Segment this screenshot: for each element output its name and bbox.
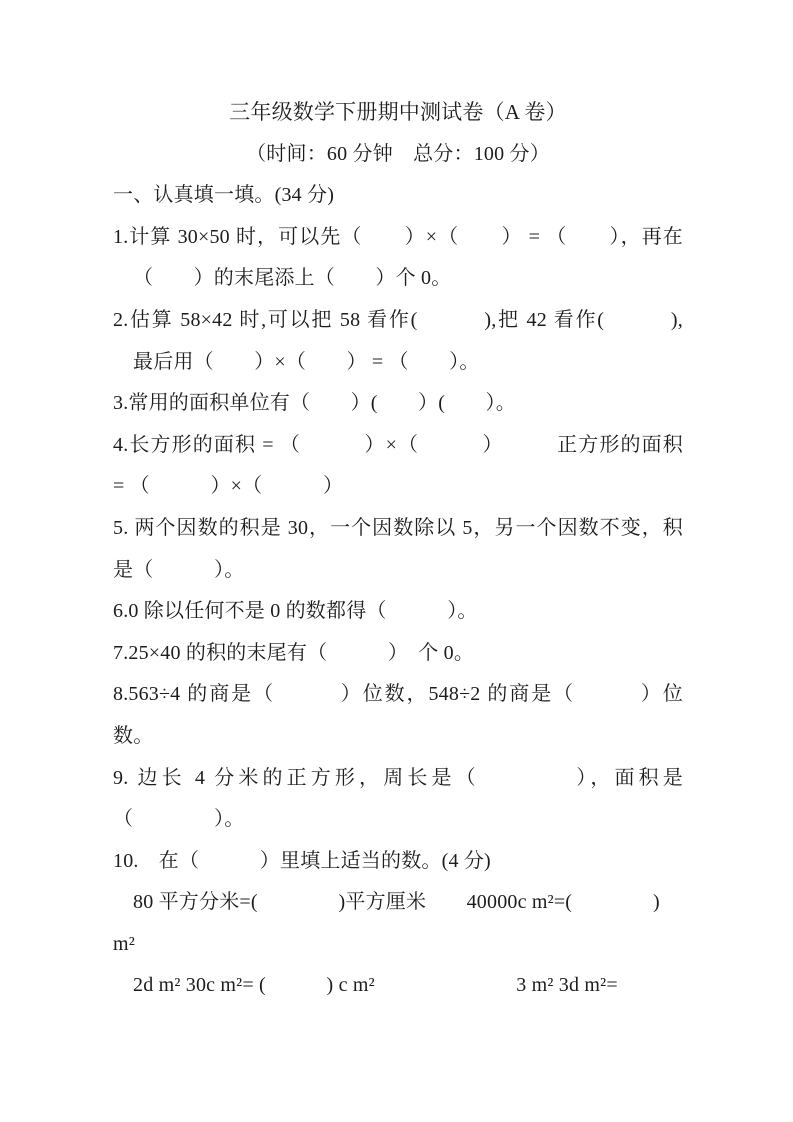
q6-line-1: 6.0 除以任何不是 0 的数都得（ ）。: [113, 600, 478, 623]
doc-title: 三年级数学下册期中测试卷（A 卷）: [229, 100, 567, 124]
document-content: [113, 92, 683, 1007]
q8-line-1: 8.563÷4 的商是（ ）位数，548÷2 的商是（ ）位: [113, 683, 683, 706]
q3-line-1: 3.常用的面积单位有（ ）( ）( ）。: [113, 392, 516, 415]
q9-line-2: （ ）。: [113, 808, 245, 831]
q2-line-1: 2.估算 58×42 时,可以把 58 看作( ),把 42 看作( ),: [113, 308, 683, 331]
q1-line-1: 1.计算 30×50 时，可以先（ ）×（ ） = （ ），再在: [113, 225, 683, 248]
q5-line-2: 是（ ）。: [113, 558, 245, 581]
q7-line-1: 7.25×40 的积的末尾有（ ） 个 0。: [113, 641, 475, 664]
q10-unit-line-2: m²: [113, 932, 135, 955]
doc-subtitle: （时间：60 分钟 总分：100 分）: [246, 142, 550, 165]
q10-unit-line-1: 80 平方分米=( )平方厘米 40000c m²=( ): [133, 891, 660, 914]
q10-line-1: 10. 在（ ）里填上适当的数。(4 分): [113, 849, 491, 872]
section-1-heading: 一、认真填一填。(34 分): [113, 184, 335, 207]
q1-line-2: （ ）的末尾添上（ ）个 0。: [133, 267, 452, 290]
q9-line-1: 9. 边长 4 分米的正方形，周长是（ ），面积是: [113, 766, 683, 789]
q8-line-2: 数。: [113, 724, 154, 747]
q4-line-2: = （ ）×（ ）: [113, 475, 344, 498]
q5-line-1: 5. 两个因数的积是 30，一个因数除以 5，另一个因数不变，积: [113, 516, 683, 539]
q10-unit-line-3: 2d m² 30c m²= ( ) c m² 3 m² 3d m²=: [133, 974, 618, 997]
q4-line-1: 4.长方形的面积 = （ ）×（ ） 正方形的面积: [113, 433, 683, 456]
q2-line-2: 最后用（ ）×（ ） = （ ）。: [133, 350, 480, 373]
